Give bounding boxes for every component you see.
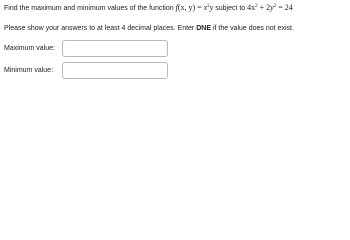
constraint-expression: $4x^2 + 2y^2 = 24$ <box>247 3 293 12</box>
problem-statement <box>4 3 293 14</box>
maximum-value-input[interactable] <box>62 40 168 57</box>
maximum-value-label: Maximum value: <box>4 44 55 52</box>
instructions-text <box>4 24 294 34</box>
minimum-value-input[interactable] <box>62 62 168 79</box>
minimum-value-label: Minimum value: <box>4 66 54 74</box>
instructions-prefix: Please show your answers to at least 4 decimal places. Enter <box>4 25 197 32</box>
dne-keyword: DNE <box>196 25 211 32</box>
function-expression: f(x, $y) = x^2y$ <box>175 3 214 12</box>
minimum-value-row <box>4 62 168 79</box>
maximum-value-row <box>4 40 168 57</box>
problem-lead-text: Find the maximum and minimum values of the function <box>4 5 176 12</box>
instructions-suffix: if the value does not exist. <box>211 25 294 32</box>
problem-middle-text: subject to <box>213 5 248 12</box>
